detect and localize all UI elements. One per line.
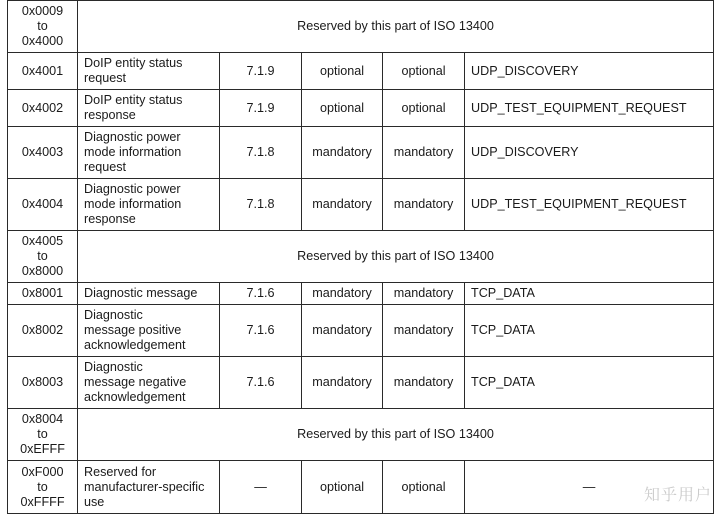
description-line: acknowledgement [84,338,186,352]
payload-type-code [8,179,78,231]
payload-type-table [7,0,714,514]
support-level-a: mandatory [302,305,383,357]
watermark-logo: 知乎用户 [643,485,712,504]
table-row [8,90,714,127]
support-level-b: mandatory [383,305,465,357]
payload-type-code [8,90,78,127]
reserved-text: Reserved by this part of ISO 13400 [78,1,714,53]
description-line: Diagnostic message [84,286,198,300]
port-name: UDP_TEST_EQUIPMENT_REQUEST [465,179,714,231]
code-line: 0xF000 [21,464,64,479]
support-level-a: optional [302,461,383,514]
code-line: 0x8001 [21,286,64,300]
table-row [8,283,714,305]
clause-reference: 7.1.8 [220,127,302,179]
support-level-b: mandatory [383,283,465,305]
table-row [8,461,714,514]
description-line: Diagnostic [84,308,143,322]
support-level-b: optional [383,53,465,90]
port-name: UDP_DISCOVERY [465,53,714,90]
code-line: to [37,479,48,494]
description-line: Diagnostic [84,360,143,374]
payload-type-code [8,305,78,357]
clause-reference: 7.1.6 [220,283,302,305]
port-name: TCP_DATA [465,357,714,409]
description-line: acknowledgement [84,390,186,404]
reserved-range-row [8,1,714,53]
support-level-a: mandatory [302,357,383,409]
payload-description [78,179,220,231]
port-name: — [465,461,714,514]
description-line: DoIP entity status [84,56,183,70]
payload-type-code [8,461,78,514]
port-name: UDP_DISCOVERY [465,127,714,179]
payload-description [78,283,220,305]
payload-description [78,53,220,90]
table-row [8,53,714,90]
code-line: 0xFFFF [20,494,65,509]
description-line: mode information [84,197,182,211]
code-line: 0x8002 [21,323,64,337]
code-line: to [37,427,48,441]
clause-reference: 7.1.6 [220,305,302,357]
description-line: Diagnostic power [84,130,181,144]
table-row [8,357,714,409]
reserved-text: Reserved by this part of ISO 13400 [78,409,714,461]
description-line: response [84,212,136,226]
support-level-b: optional [383,90,465,127]
code-line: 0x4005 [21,234,64,248]
support-level-b: mandatory [383,179,465,231]
code-line: 0x4004 [21,197,64,211]
reserved-text: Reserved by this part of ISO 13400 [78,231,714,283]
code-line: to [37,249,48,263]
code-line: 0xEFFF [20,442,65,456]
clause-reference: — [220,461,302,514]
code-line: 0x4003 [21,145,64,159]
payload-type-code [8,53,78,90]
description-line: Diagnostic power [84,182,181,196]
payload-type-code [8,231,78,283]
payload-description [78,357,220,409]
code-line: 0x4001 [21,63,64,78]
payload-description [78,90,220,127]
description-line: response [84,108,136,122]
code-line: to [37,19,48,33]
support-level-a: optional [302,90,383,127]
support-level-b: optional [383,461,465,514]
payload-description [78,305,220,357]
support-level-a: mandatory [302,179,383,231]
reserved-range-row [8,231,714,283]
reserved-range-row [8,409,714,461]
table-row [8,179,714,231]
payload-type-code [8,1,78,53]
description-line: use [84,494,105,509]
port-name: TCP_DATA [465,305,714,357]
description-line: DoIP entity status [84,93,183,107]
description-line: mode information [84,145,182,159]
description-line: manufacturer-specific [84,479,205,494]
description-line: request [84,160,127,174]
code-line: 0x8000 [21,264,64,278]
description-line: Reserved for [84,464,157,479]
table-row [8,305,714,357]
payload-description [78,127,220,179]
clause-reference: 7.1.9 [220,90,302,127]
payload-type-code [8,127,78,179]
payload-type-code [8,357,78,409]
table-row [8,127,714,179]
clause-reference: 7.1.6 [220,357,302,409]
payload-type-code [8,409,78,461]
table-body [8,1,714,514]
support-level-a: optional [302,53,383,90]
support-level-b: mandatory [383,127,465,179]
support-level-b: mandatory [383,357,465,409]
code-line: 0x4000 [21,34,64,48]
code-line: 0x8003 [21,375,64,389]
description-line: request [84,71,127,85]
code-line: 0x8004 [21,412,64,426]
port-name: UDP_TEST_EQUIPMENT_REQUEST [465,90,714,127]
support-level-a: mandatory [302,283,383,305]
support-level-a: mandatory [302,127,383,179]
code-line: 0x4002 [21,100,64,115]
payload-description [78,461,220,514]
description-line: message negative [84,375,187,389]
port-name: TCP_DATA [465,283,714,305]
clause-reference: 7.1.8 [220,179,302,231]
clause-reference: 7.1.9 [220,53,302,90]
payload-type-code [8,283,78,305]
description-line: message positive [84,323,182,337]
code-line: 0x0009 [21,4,64,18]
